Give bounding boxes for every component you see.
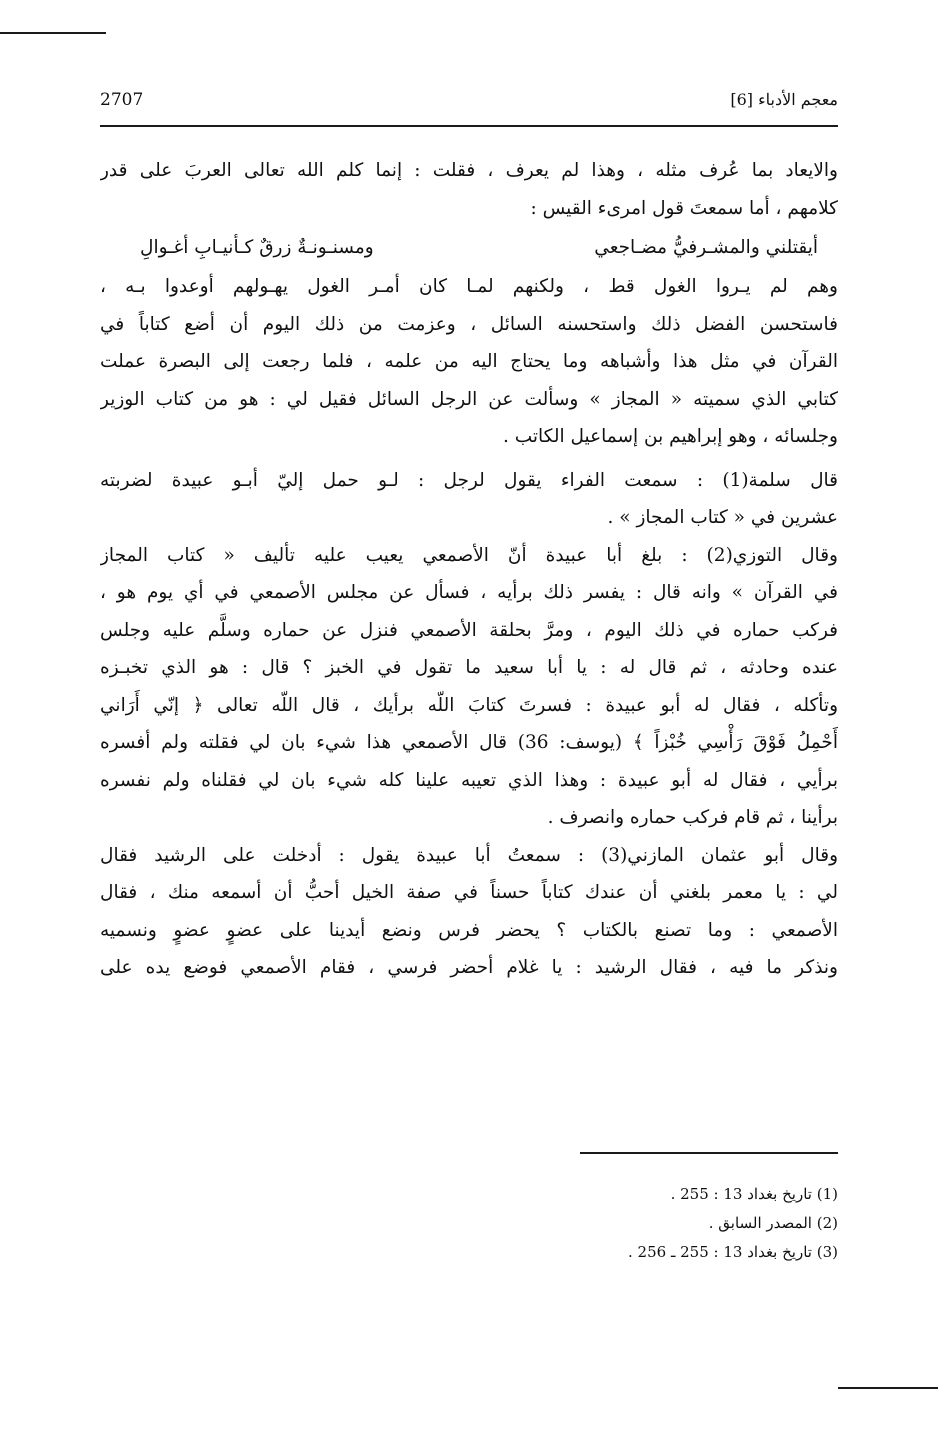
verse-second-hemistich: ومسنـونـةٌ زرقٌ كـأنيـابِ أغـوالِ	[140, 237, 374, 258]
footnotes	[100, 1180, 838, 1267]
footnote: (3) تاريخ بغداد 13 : 255 ـ 256 .	[628, 1243, 838, 1261]
header-rule	[100, 125, 838, 127]
text-line: فاستحسن الفضل ذلك واستحسنه السائل ، وعزمت من ذلك اليوم أن أضع كتاباً في	[100, 313, 838, 335]
text-line: برأينا ، ثم قام فركب حماره وانصرف .	[547, 807, 838, 828]
text-line: وتأكله ، فقال له أبو عبيدة : فسرتَ كتابَ اللّه برأيك ، قال اللّه تعالى ﴿ إنّي أَرَاني	[100, 694, 838, 716]
page-number: 2707	[100, 90, 144, 110]
text-line: في القرآن » وانه قال : يفسر ذلك برأيه ، فسأل عن مجلس الأصمعي في أي يوم هو ،	[100, 582, 838, 603]
text-line: عشرين في « كتاب المجاز » .	[607, 507, 838, 528]
text-line: ونذكر ما فيه ، فقال الرشيد : يا غلام أحضر فرسي ، فقام الأصمعي فوضع يده على	[100, 957, 838, 978]
text-line: وجلسائه ، وهو إبراهيم بن إسماعيل الكاتب .	[502, 426, 838, 447]
footnote-rule	[580, 1152, 838, 1154]
footnote: (1) تاريخ بغداد 13 : 255 .	[670, 1185, 838, 1203]
text-line: الأصمعي : وما تصنع بالكتاب ؟ يحضر فرس ونضع أيدينا على عضوٍ عضوٍ ونسميه	[100, 919, 838, 941]
text-line: برأيي ، فقال له أبو عبيدة : وهذا الذي تعيبه علينا كله شيء بان لي فقلناه ولم نفسره	[100, 769, 838, 791]
text-line: كتابي الذي سميته « المجاز » وسألت عن الرجل السائل فقيل لي : هو من كتاب الوزير	[100, 388, 838, 410]
running-title: معجم الأدباء [6]	[730, 90, 838, 109]
text-line: أَحْمِلُ فَوْقَ رَأْسِي خُبْزاً ﴾ (يوسف: 36) قال الأصمعي هذا شيء بان لي فقلته ولم أفسره	[100, 732, 838, 753]
page-header	[100, 90, 838, 116]
text-line: لي : يا معمر بلغني أن عندك كتاباً حسناً في صفة الخيل أحبُّ أن أسمعه منك ، فقال	[100, 882, 838, 903]
verse-first-hemistich: أيقتلني والمشـرفيُّ مضـاجعي	[594, 237, 818, 258]
poem-verse	[100, 227, 838, 268]
text-line: وهم لم يـروا الغول قط ، ولكنهم لمـا كان أمـر الغول يهـولهم أوعدوا بـه ،	[100, 276, 838, 297]
scan-edge-mark-bottom	[838, 1387, 938, 1389]
footnote: (2) المصدر السابق .	[708, 1214, 838, 1232]
body-text	[100, 152, 838, 987]
text-line: وقال التوزي(2) : بلغ أبا عبيدة أنّ الأصمعي يعيب عليه تأليف « كتاب المجاز	[100, 544, 838, 566]
scan-edge-mark-top	[0, 32, 106, 34]
text-line: وقال أبو عثمان المازني(3) : سمعتُ أبا عبيدة يقول : أدخلت على الرشيد فقال	[100, 844, 838, 866]
text-line: قال سلمة(1) : سمعت الفراء يقول لرجل : لـو حمل إليّ أبـو عبيدة لضربته	[100, 469, 838, 491]
text-line: القرآن في مثل هذا وأشباهه وما يحتاج اليه من علمه ، فلما رجعت إلى البصرة عملت	[100, 351, 838, 372]
text-line: كلامهم ، أما سمعتَ قول امرىء القيس :	[530, 197, 838, 219]
text-line: عنده وحادثه ، ثم قال له : يا أبا سعيد ما تقول في الخبز ؟ قال : هو الذي تخبـزه	[100, 657, 838, 678]
text-line: والايعاد بما عُرف مثله ، وهذا لم يعرف ، فقلت : إنما كلم الله تعالى العربَ على قدر	[100, 160, 838, 181]
text-line: فركب حماره في ذلك اليوم ، ومرَّ بحلقة الأصمعي فنزل عن حماره وسلَّم عليه وجلس	[100, 619, 838, 641]
